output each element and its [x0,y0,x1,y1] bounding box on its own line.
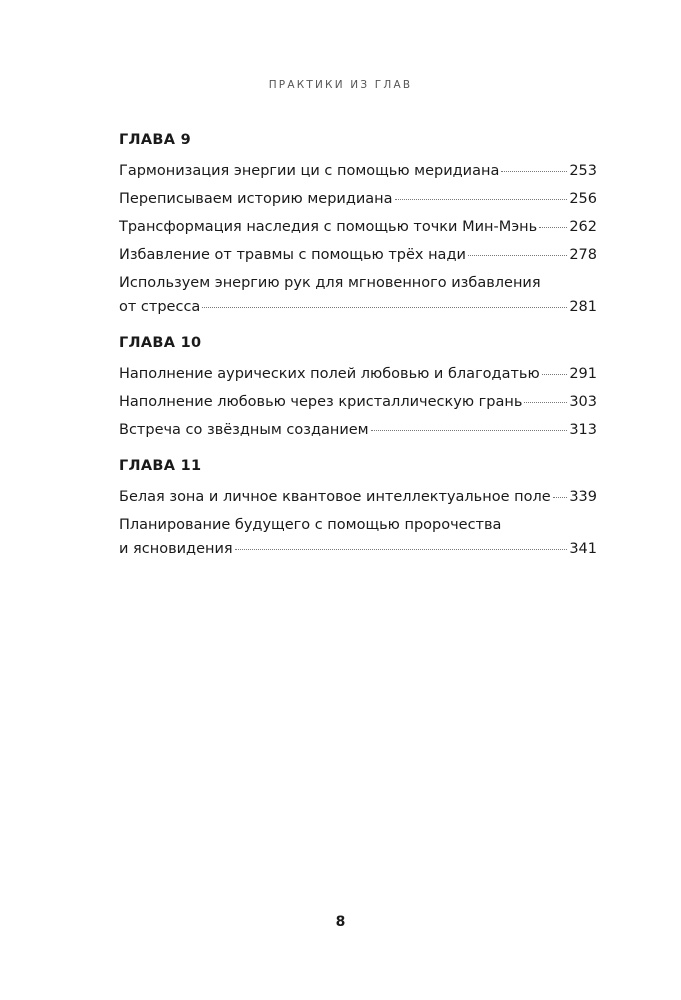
toc-page-number: 256 [569,191,597,207]
page-number: 8 [335,914,346,930]
toc-entry-line [119,485,597,509]
toc-page-number: 291 [569,366,597,382]
toc-page-number: 262 [569,219,597,235]
toc-entry[interactable] [119,513,597,561]
toc-entry[interactable] [119,159,597,183]
toc-entry[interactable] [119,187,597,211]
dot-leader [235,549,568,550]
dot-leader [371,430,568,431]
toc-entry[interactable] [119,485,597,509]
toc-entry-line [119,215,597,239]
toc-entry-title: и ясновидения [119,541,233,557]
toc-entry-line [119,159,597,183]
toc-page-number: 281 [569,299,597,315]
toc-page-number: 253 [569,163,597,179]
running-head: ПРАКТИКИ ИЗ ГЛАВ [268,79,413,91]
toc-entry[interactable] [119,390,597,414]
dot-leader [524,402,567,403]
toc-entry-line [119,243,597,267]
toc-entry-title: Трансформация наследия с помощью точки Мин-Мэнь [119,219,538,235]
dot-leader [553,497,568,498]
dot-leader [468,255,567,256]
chapter-heading: ГЛАВА 11 [119,458,202,474]
dot-leader [501,171,567,172]
toc-entry[interactable] [119,418,597,442]
chapter-heading: ГЛАВА 9 [119,132,192,148]
toc-entry[interactable] [119,215,597,239]
toc-entry-line [119,187,597,211]
toc-entry-title: Используем энергию рук для мгновенного избавления [119,275,541,291]
toc-entry-title: Переписываем историю меридиана [119,191,393,207]
toc-entry-line [119,390,597,414]
toc-entry-line [119,537,597,561]
toc-entry-line [119,271,597,295]
toc-entry-line [119,418,597,442]
toc-page-number: 341 [569,541,597,557]
toc-entry-title: Планирование будущего с помощью пророчества [119,517,502,533]
toc-page-number: 339 [569,489,597,505]
table-of-contents [119,130,597,575]
chapter-heading: ГЛАВА 10 [119,335,202,351]
toc-page-number: 303 [569,394,597,410]
toc-entry-title: Гармонизация энергии ци с помощью меридиана [119,163,500,179]
toc-entry-line [119,513,597,537]
toc-entry[interactable] [119,362,597,386]
toc-page-number: 313 [569,422,597,438]
dot-leader [395,199,568,200]
toc-entry-title: Наполнение аурических полей любовью и благодатью [119,366,540,382]
toc-entry-title: Избавление от травмы с помощью трёх нади [119,247,466,263]
toc-entry-line [119,295,597,319]
chapter-section [119,333,597,442]
toc-entry[interactable] [119,243,597,267]
toc-page-number: 278 [569,247,597,263]
toc-entry-line [119,362,597,386]
toc-entry-title: Встреча со звёздным созданием [119,422,369,438]
toc-entry-title: Наполнение любовью через кристаллическую грань [119,394,523,410]
toc-entry-title: Белая зона и личное квантовое интеллектуальное поле [119,489,551,505]
dot-leader [542,374,568,375]
toc-entry-title: от стресса [119,299,201,315]
toc-entry[interactable] [119,271,597,319]
dot-leader [202,307,567,308]
chapter-section [119,456,597,561]
chapter-section [119,130,597,319]
dot-leader [539,227,567,228]
